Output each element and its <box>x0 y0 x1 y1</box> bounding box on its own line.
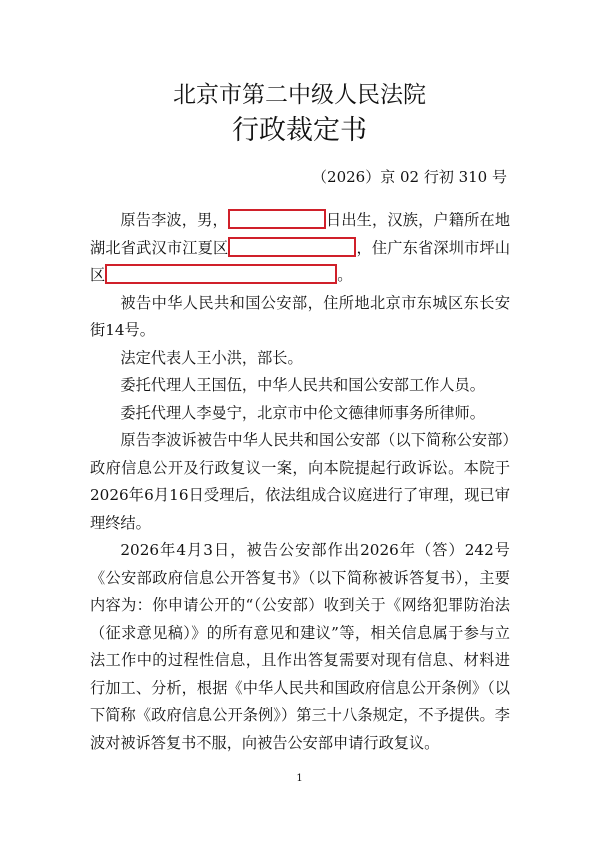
plaintiff-text-b: 日出生，汉族，户籍所在地湖北省武汉市江夏区 <box>90 211 511 257</box>
facts-paragraph: 2026年4月3日，被告公安部作出2026年（答）242号《公安部政府信息公开答复书》（以下简称被诉答复书），主要内容为：你申请公开的“（公安部）收到关于《网络犯罪防治法（征求意见稿）》的所有意见和建议”等，相关信息属于参与立法工作中的过程性信息，且作出答复需要对现有信息、材料进行加工、分析，根据《中华人民共和国政府信息公开条例》（以下简称《政府信息公开条例》）第三十八条规定，不予提供。李波对被诉答复书不服，向被告公安部申请行政复议。 <box>90 541 510 752</box>
plaintiff-text-d: 。 <box>337 266 353 284</box>
document-body <box>90 207 510 757</box>
agent-paragraph: 委托代理人王国伍，中华人民共和国公安部工作人员。 <box>120 376 485 394</box>
plaintiff-paragraph <box>90 207 510 290</box>
court-name: 北京市第二中级人民法院 <box>173 82 426 108</box>
redaction-box <box>228 237 356 257</box>
legal-rep-paragraph: 法定代表人王小洪，部长。 <box>120 348 303 367</box>
page-number: 1 <box>296 773 303 784</box>
plaintiff-text-c: ，住广东省深圳市坪山区 <box>90 238 511 284</box>
agent-paragraph: 委托代理人李曼宁，北京市中伦文德律师事务所律师。 <box>120 403 485 422</box>
redaction-box <box>228 209 326 229</box>
document-title: 行政裁定书 <box>232 115 367 146</box>
case-paragraph: 原告李波诉被告中华人民共和国公安部（以下简称公安部）政府信息公开及行政复议一案，向本院提起行政诉讼。本院于2026年6月16日受理后，依法组成合议庭进行了审理，现已审理终结。 <box>90 431 510 532</box>
case-number: （2026）京 02 行初 310 号 <box>312 168 507 186</box>
plaintiff-text-a: 原告李波，男， <box>120 211 228 229</box>
defendant-paragraph: 被告中华人民共和国公安部，住所地北京市东城区东长安街14号。 <box>90 293 510 339</box>
redaction-box <box>105 264 337 284</box>
